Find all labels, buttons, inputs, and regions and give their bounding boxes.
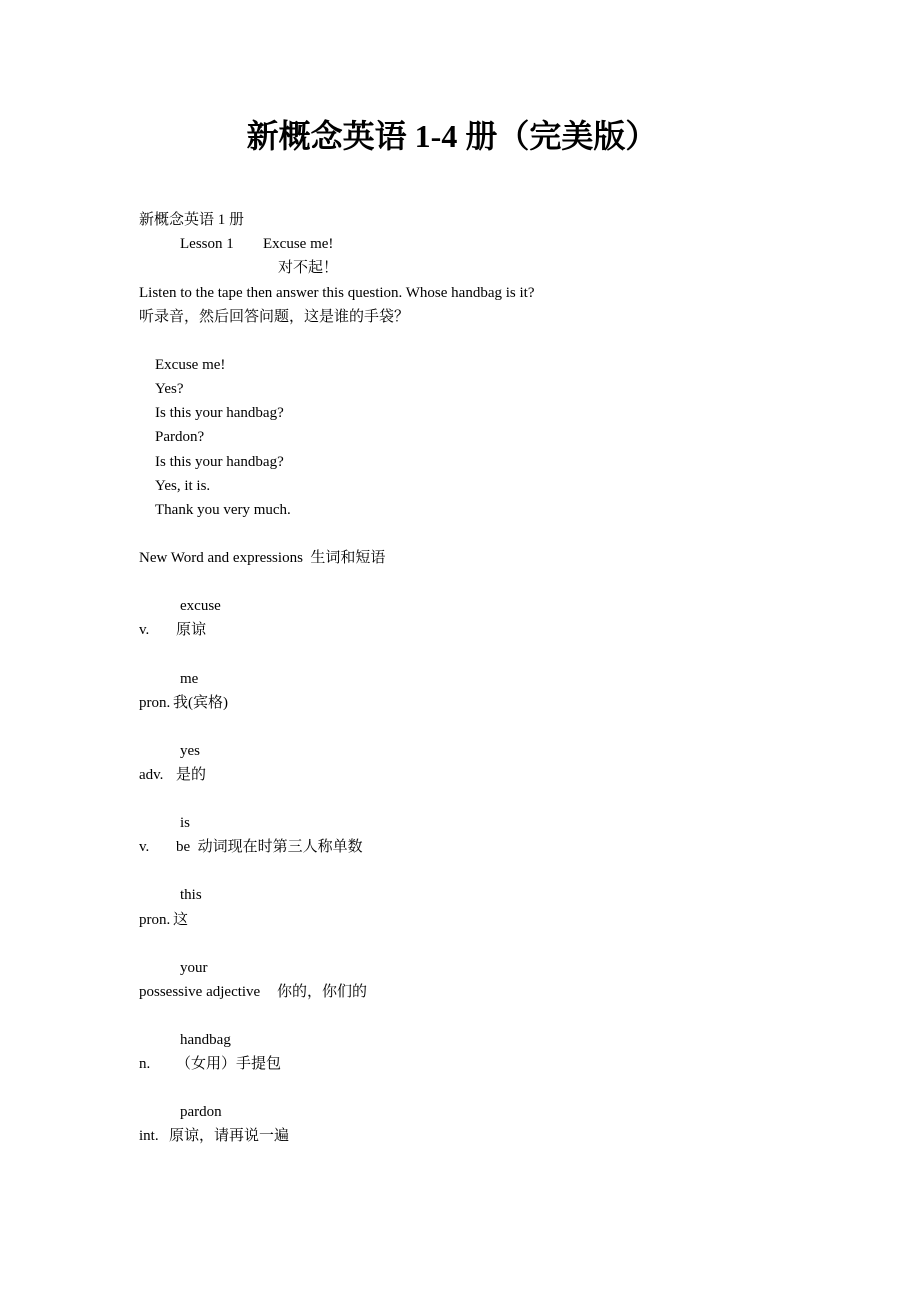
document-title: 新概念英语 1-4 册（完美版） <box>246 118 658 154</box>
vocab-meaning: 这 <box>173 912 189 928</box>
vocab-word: your <box>180 960 208 976</box>
dialogue-line: Excuse me! <box>155 357 226 373</box>
vocab-heading: New Word and expressions 生词和短语 <box>139 550 386 566</box>
vocab-meaning: （女用）手提包 <box>176 1056 282 1072</box>
dialogue-line: Thank you very much. <box>155 502 291 518</box>
vocab-word: yes <box>180 743 200 759</box>
vocab-meaning: 是的 <box>176 767 207 783</box>
vocab-meaning: 你的，你们的 <box>277 984 368 1000</box>
vocab-meaning: 原谅 <box>176 622 207 638</box>
vocab-pos: possessive adjective <box>139 984 261 1000</box>
lesson-title-cn: 对不起！ <box>278 260 339 276</box>
lesson-title-en: Excuse me! <box>263 236 334 252</box>
vocab-meaning: 我(宾格) <box>173 695 228 711</box>
vocab-pos: int. <box>139 1128 159 1144</box>
dialogue-line: Is this your handbag? <box>155 405 284 421</box>
dialogue-line: Yes? <box>155 381 184 397</box>
vocab-pos: adv. <box>139 767 164 783</box>
vocab-pos: pron. <box>139 912 171 928</box>
vocab-meaning: 原谅，请再说一遍 <box>169 1128 290 1144</box>
vocab-pos: n. <box>139 1056 151 1072</box>
lesson-number: Lesson 1 <box>180 236 234 252</box>
instruction-cn: 听录音，然后回答问题，这是谁的手袋？ <box>139 309 410 325</box>
dialogue-line: Yes, it is. <box>155 478 211 494</box>
vocab-pos: pron. <box>139 695 171 711</box>
vocab-word: me <box>180 671 199 687</box>
vocab-word: is <box>180 815 191 831</box>
dialogue-line: Is this your handbag? <box>155 454 284 470</box>
vocab-word: handbag <box>180 1032 231 1048</box>
vocab-pos: v. <box>139 622 150 638</box>
section-heading: 新概念英语 1 册 <box>139 212 245 228</box>
instruction-en: Listen to the tape then answer this question. Whose handbag is it? <box>139 285 535 301</box>
vocab-pos: v. <box>139 839 150 855</box>
vocab-word: pardon <box>180 1104 222 1120</box>
vocab-meaning: be 动词现在时第三人称单数 <box>176 839 363 855</box>
dialogue-line: Pardon? <box>155 429 205 445</box>
vocab-word: excuse <box>180 598 221 614</box>
vocab-word: this <box>180 887 202 903</box>
